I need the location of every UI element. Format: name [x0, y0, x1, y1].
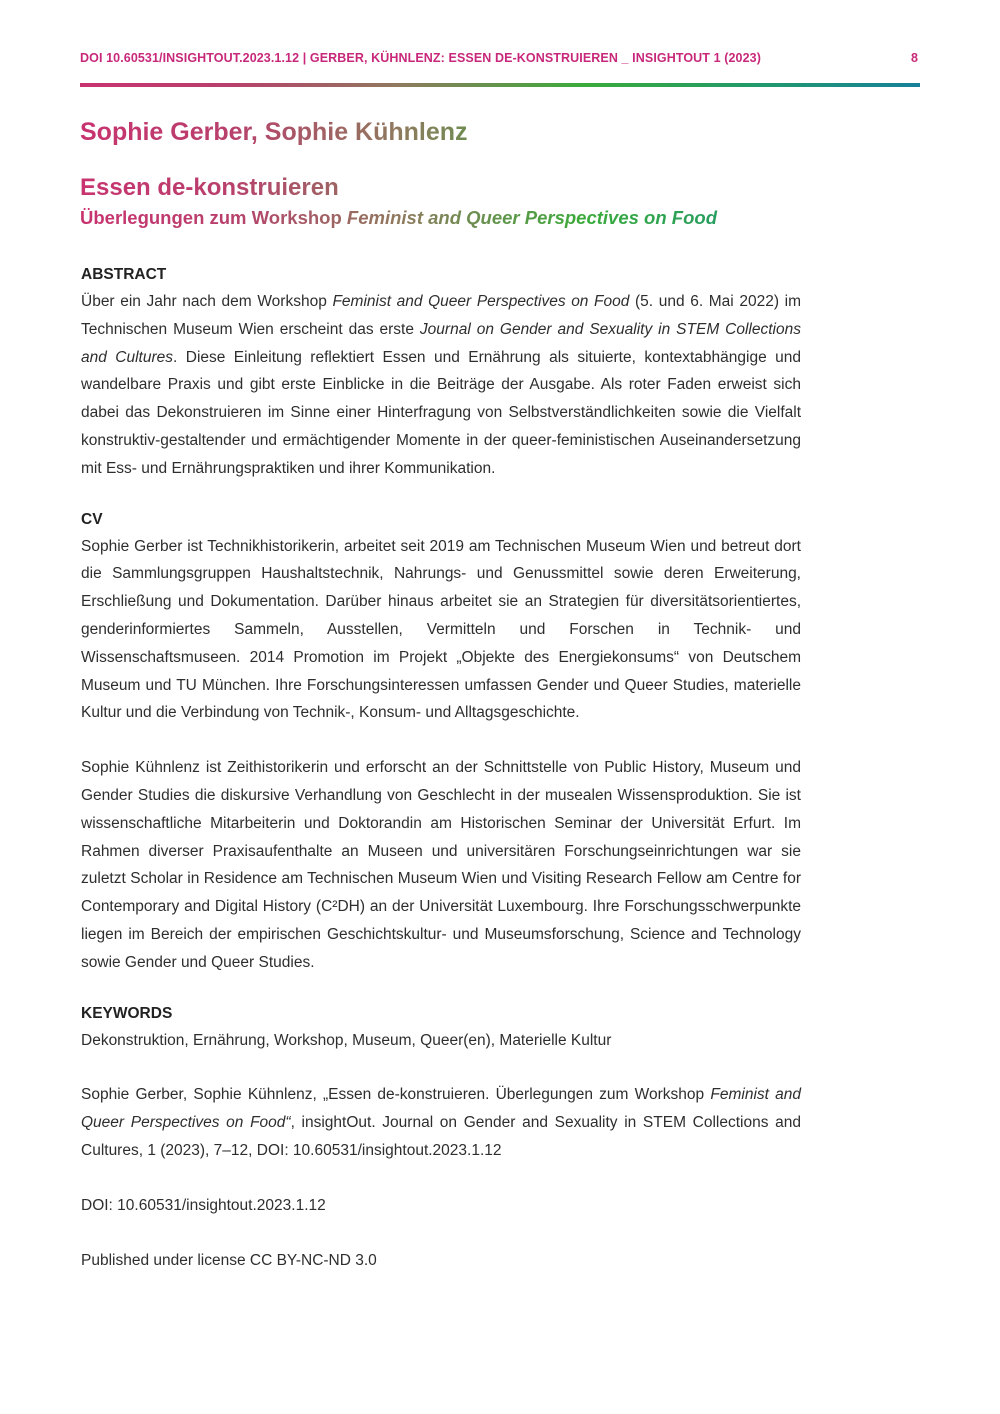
citation-part: Sophie Gerber, Sophie Kühnlenz, „Essen de-konstruieren. Überlegungen zum Workshop [81, 1086, 711, 1104]
citation-part: , insightOut. Journal on Gender and Sexuality in STEM Collections and Cultures, 1 (2023), 7–12, DOI: 10.60531/insightout.2023.1.12 [81, 1114, 801, 1159]
abstract-part: . Diese Einleitung reflektiert Essen und Ernährung als situierte, kontextabhängige und wandelbare Praxis und gibt erste Einblicke in die Beiträge der Ausgabe. Als roter Faden erweist sich dabei das Dekonstruieren im Sinne einer Hinterfragung von Selbstverständlichkeiten sowie die Vielfalt konstruktiv-gestaltender und ermächtigender Momente in der queer-feministischen Auseinandersetzung mit Ess- und Ernährungspraktiken und ihrer Kommunikation. [81, 348, 801, 477]
citation [81, 1081, 801, 1164]
gradient-rule [80, 83, 920, 87]
cv-label: CV [81, 510, 103, 528]
license-text: Published under license CC BY-NC-ND 3.0 [81, 1251, 377, 1269]
article-front-matter [81, 264, 801, 1274]
subtitle-prefix: Überlegungen zum Workshop [80, 207, 347, 228]
page-number: 8 [911, 51, 918, 65]
cv-gerber: Sophie Gerber ist Technikhistorikerin, arbeitet seit 2019 am Technischen Museum Wien und betreut dort die Sammlungsgruppen Haushaltstechnik, Nahrungs- und Genussmittel sowie deren Erweiterung, Erschließung und Dokumentation. Darüber hinaus arbeitet sie an Strategien für diversitätsorientiertes, genderinformiertes Sammeln, Ausstellen, Vermitteln und Forschen in Technik- und Wissenschaftsmuseen. 2014 Promotion im Projekt „Objekte des Energiekonsums“ von Deutschem Museum und TU München. Ihre Forschungsinteressen umfassen Gender und Queer Studies, materielle Kultur und die Verbindung von Technik-, Konsum- und Alltagsgeschichte. [81, 537, 801, 722]
workshop-title: Feminist and Queer Perspectives on Food [332, 293, 630, 310]
keywords-text: Dekonstruktion, Ernährung, Workshop, Museum, Queer(en), Materielle Kultur [81, 1031, 612, 1049]
abstract-label: ABSTRACT [81, 266, 167, 283]
cv-kuehnlenz: Sophie Kühnlenz ist Zeithistorikerin und erforscht an der Schnittstelle von Public History, Museum und Gender Studies die diskursive Verhandlung von Geschlecht in der musealen Wissensproduktion. Sie ist wissenschaftliche Mitarbeiterin und Doktorandin am Historischen Seminar der Universität Erfurt. Im Rahmen diverser Praxisaufenthalte an Museen und universitären Forschungseinrichtungen war sie zuletzt Scholar in Residence am Technischen Museum Wien und Visiting Research Fellow am Centre for Contemporary and Digital History (C²DH) an der Universität Luxembourg. Ihre Forschungsschwerpunkte liegen im Bereich der empirischen Geschichtskultur- und Museumsforschung, Science and Technology sowie Gender und Queer Studies. [81, 759, 801, 971]
article-authors: Sophie Gerber, Sophie Kühnlenz [80, 118, 920, 147]
abstract-text [81, 288, 801, 483]
article-subtitle [80, 207, 920, 229]
article-title: Essen de-konstruieren [80, 174, 920, 202]
citation-italic: Feminist and Queer Perspectives on Food“ [81, 1086, 802, 1132]
subtitle-italic: Feminist and Queer Perspectives on Food [346, 207, 717, 228]
abstract-part: (5. und 6. Mai 2022) im Technischen Museum Wien erscheint das erste [81, 293, 801, 338]
running-title: DOI 10.60531/INSIGHTOUT.2023.1.12 | GERBER, KÜHNLENZ: ESSEN DE-KONSTRUIEREN _ INSIGHTOUT 1 (2023) [80, 51, 761, 65]
doi-link[interactable]: DOI: 10.60531/insightout.2023.1.12 [81, 1196, 326, 1214]
running-header [80, 51, 918, 69]
keywords-label: KEYWORDS [81, 1004, 173, 1022]
abstract-part: Über ein Jahr nach dem Workshop [81, 293, 333, 310]
journal-title: Journal on Gender and Sexuality in STEM Collections and Cultures [81, 320, 801, 366]
